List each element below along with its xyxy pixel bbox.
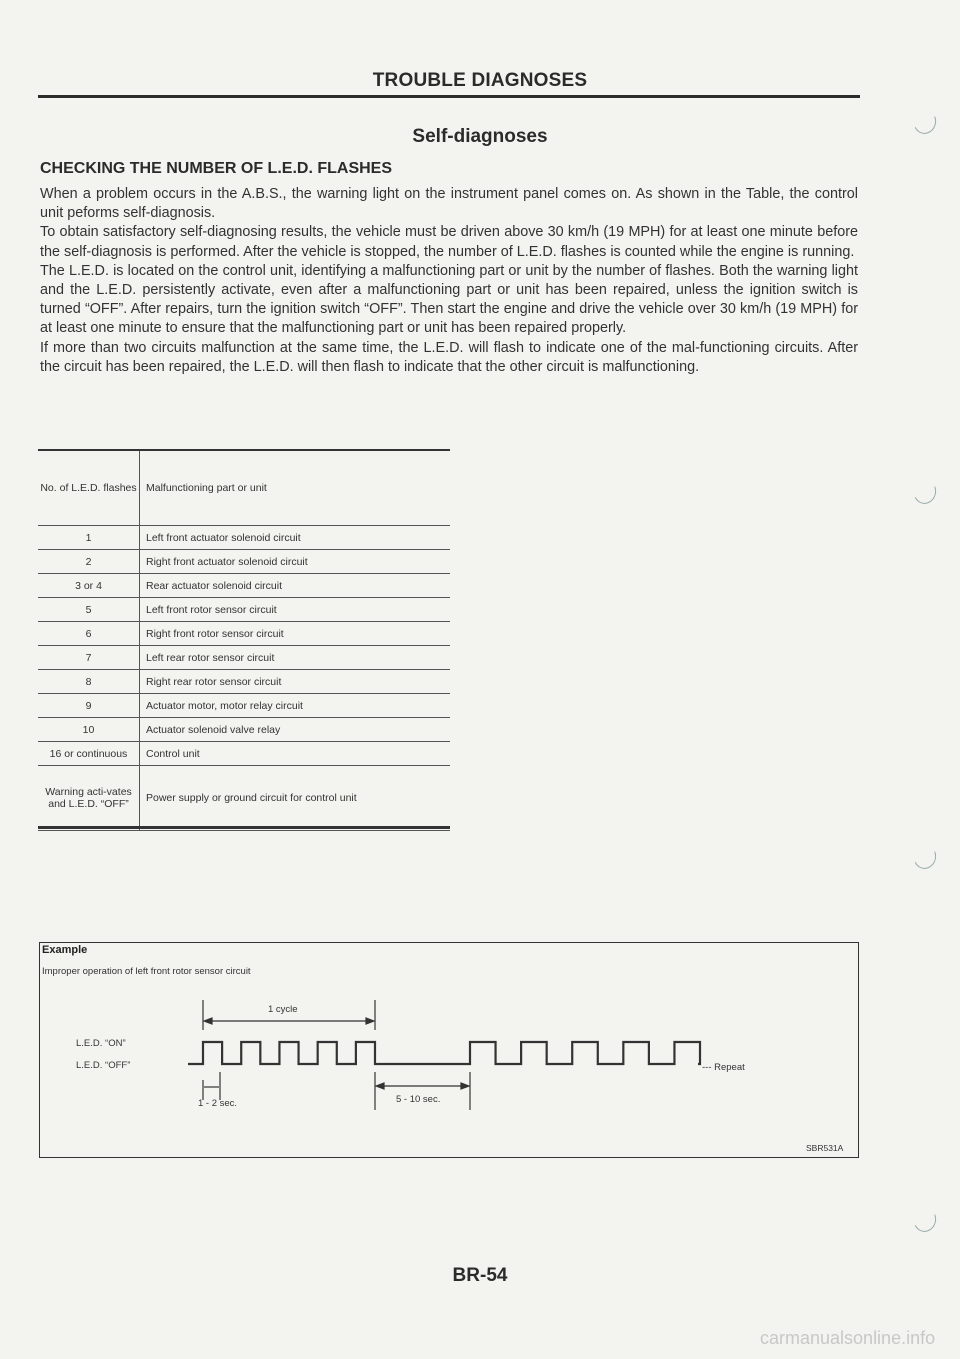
page-header-title: TROUBLE DIAGNOSES xyxy=(372,70,588,91)
flash-count: 16 or continuous xyxy=(38,742,140,766)
led-waveform xyxy=(188,1042,700,1064)
arrow-right-icon xyxy=(366,1018,374,1024)
section-title: Self-diagnoses xyxy=(412,126,548,147)
arrow-left-icon xyxy=(204,1018,212,1024)
malfunction-part: Right rear rotor sensor circuit xyxy=(140,670,451,694)
pause-duration-label: 5 - 10 sec. xyxy=(396,1094,441,1105)
flash-count: 3 or 4 xyxy=(38,574,140,598)
led-off-label: L.E.D. “OFF” xyxy=(76,1060,131,1071)
malfunction-part: Control unit xyxy=(140,742,451,766)
malfunction-part: Actuator solenoid valve relay xyxy=(140,718,451,742)
arrow-left-icon xyxy=(376,1083,384,1089)
cycle-label: 1 cycle xyxy=(268,1004,298,1015)
header-led-flashes: No. of L.E.D. flashes xyxy=(38,451,140,526)
flash-duration-label: 1 - 2 sec. xyxy=(198,1098,238,1109)
malfunction-part: Right front rotor sensor circuit xyxy=(140,622,451,646)
example-title: Example xyxy=(42,944,88,956)
malfunction-part: Left front rotor sensor circuit xyxy=(140,598,451,622)
arrow-right-icon xyxy=(461,1083,469,1089)
flash-count: Warning acti-vates and L.E.D. “OFF” xyxy=(38,766,140,831)
flash-count: 5 xyxy=(38,598,140,622)
flash-count: 7 xyxy=(38,646,140,670)
paragraph-3: The L.E.D. is located on the control unit, identifying a malfunctioning part or unit by the number of flashes. Both the warning light and the L.E.D. persistently activate, even after a malfunctioning part or unit has been repaired, unless the ignition switch is turned “OFF”. After repairs, turn the ignition switch “OFF”. Then start the engine and drive the vehicle over 30 km/h (19 MPH) for at least one minute to ensure that the malfunctioning part or unit has been repaired properly. xyxy=(40,262,858,337)
example-description: Improper operation of left front rotor sensor circuit xyxy=(42,966,251,977)
flash-count: 9 xyxy=(38,694,140,718)
flash-count: 10 xyxy=(38,718,140,742)
subsection-title: CHECKING THE NUMBER OF L.E.D. FLASHES xyxy=(40,160,393,177)
malfunction-part: Left front actuator solenoid circuit xyxy=(140,526,451,550)
malfunction-part: Rear actuator solenoid circuit xyxy=(140,574,451,598)
flash-count: 2 xyxy=(38,550,140,574)
malfunction-part: Left rear rotor sensor circuit xyxy=(140,646,451,670)
flash-count: 6 xyxy=(38,622,140,646)
figure-code: SBR531A xyxy=(806,1143,844,1153)
flash-count: 8 xyxy=(38,670,140,694)
paragraph-1: When a problem occurs in the A.B.S., the warning light on the instrument panel comes on. As shown in the Table, the control unit peforms self-diagnosis. xyxy=(40,186,858,222)
repeat-label: --- Repeat xyxy=(702,1062,745,1073)
malfunction-part: Power supply or ground circuit for control unit xyxy=(140,766,451,831)
watermark: carmanualsonline.info xyxy=(760,1328,936,1348)
flash-count: 1 xyxy=(38,526,140,550)
led-on-label: L.E.D. “ON” xyxy=(76,1038,126,1049)
header-malfunction-part: Malfunctioning part or unit xyxy=(140,451,451,526)
malfunction-part: Right front actuator solenoid circuit xyxy=(140,550,451,574)
paragraph-2: To obtain satisfactory self-diagnosing results, the vehicle must be driven above 30 km/h (19 MPH) for at least one minute before the self-diagnosis is performed. After the vehicle is stopped, the number of L.E.D. flashes is counted while the engine is running. xyxy=(40,224,858,260)
paragraph-4: If more than two circuits malfunction at the same time, the L.E.D. will flash to indicate one of the mal-functioning circuits. After the circuit has been repaired, the L.E.D. will then flash to indicate that the other circuit is malfunctioning. xyxy=(40,339,858,375)
malfunction-part: Actuator motor, motor relay circuit xyxy=(140,694,451,718)
page-number: BR-54 xyxy=(452,1265,508,1286)
